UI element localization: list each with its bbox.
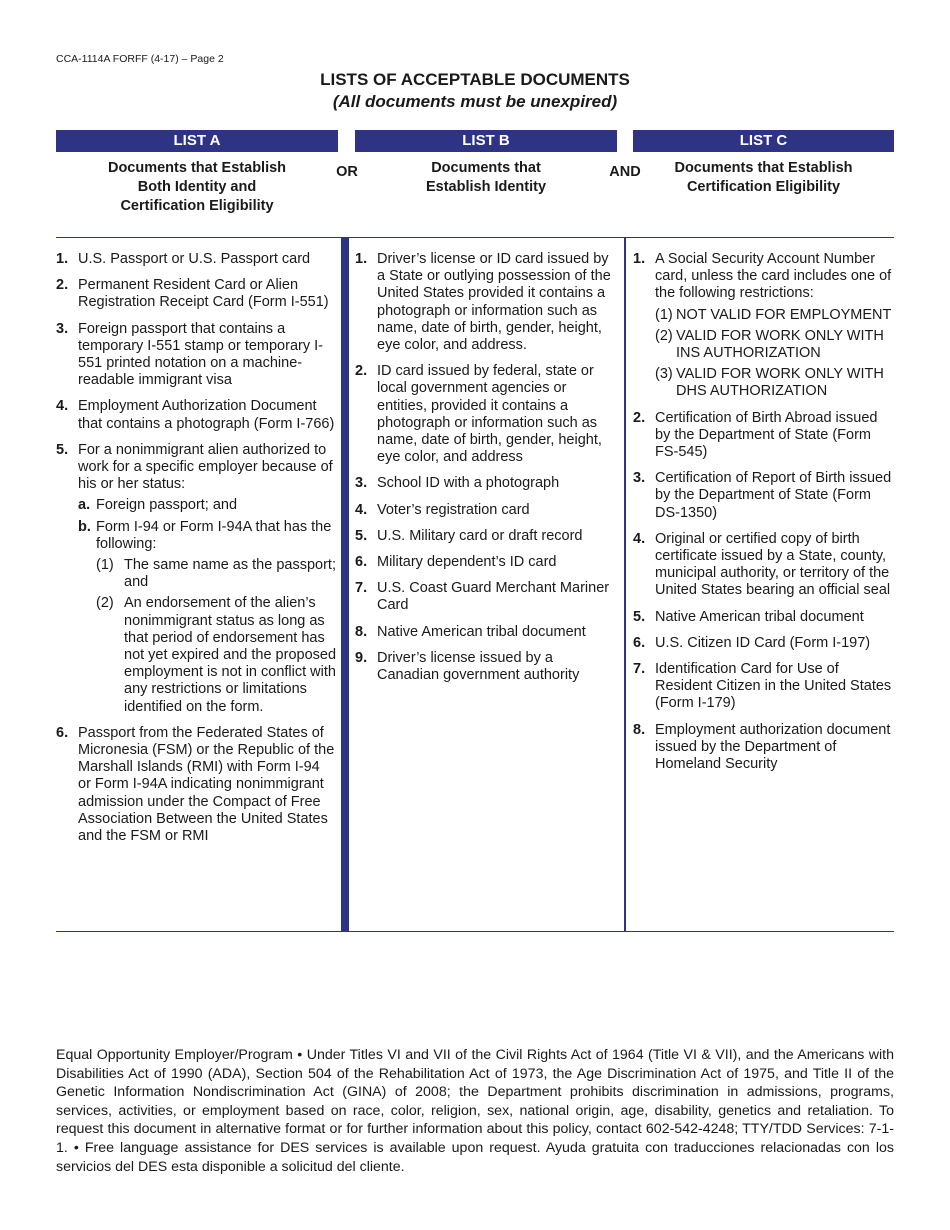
item-number: 8. — [355, 623, 368, 640]
item-text: Employment Authorization Document that contains a photograph (Form I-766) — [78, 398, 335, 432]
list-c-item — [633, 410, 895, 462]
sub-item-text: Form I-94 or Form I-94A that has the following: — [96, 518, 332, 552]
list-b-column — [355, 251, 613, 693]
item-number: 4. — [56, 398, 69, 415]
sub-sub-items — [96, 557, 336, 716]
item-number: 2. — [355, 363, 368, 380]
item-number: 2. — [56, 277, 69, 294]
sub-items — [78, 497, 336, 715]
description-line: Documents that Establish — [107, 160, 287, 176]
list-c-header: LIST C — [633, 130, 894, 152]
item-number: 5. — [56, 441, 69, 458]
item-text: Voter’s registration card — [377, 501, 530, 518]
list-b-item — [355, 650, 613, 684]
list-c-item — [633, 609, 895, 626]
item-number: 1. — [355, 251, 368, 267]
list-b-item — [355, 624, 613, 641]
sub-sub-item-text: An endorsement of the alien’s nonimmigrant status as long as that period of endorsement has not yet expired and the proposed employment is not in conflict with any restrictions or limitations identified on the form. — [124, 595, 337, 715]
item-text: Original or certified copy of birth certificate issued by a State, county, municipal authority, or territory of the United States bearing an official seal — [655, 530, 891, 599]
sub-item-letter: a. — [78, 497, 91, 514]
description-line: Documents that — [431, 160, 541, 176]
item-number: 3. — [56, 320, 69, 337]
restriction-text: VALID FOR WORK ONLY WITH DHS AUTHORIZATION — [676, 366, 884, 400]
item-text: For a nonimmigrant alien authorized to work for a specific employer because of his or her status: — [78, 441, 333, 493]
item-text: Employment authorization document issued by the Department of Homeland Security — [655, 721, 891, 773]
item-text: Permanent Resident Card or Alien Registration Receipt Card (Form I-551) — [78, 277, 329, 311]
table-bottom-rule — [56, 931, 894, 932]
item-text: Certification of Birth Abroad issued by the Department of State (Form FS-545) — [655, 409, 878, 461]
item-text: School ID with a photograph — [377, 475, 560, 492]
restriction-text: VALID FOR WORK ONLY WITH INS AUTHORIZATION — [676, 327, 884, 362]
page-subtitle: (All documents must be unexpired) — [332, 92, 618, 111]
item-text: Passport from the Federated States of Micronesia (FSM) or the Republic of the Marshall Islands (RMI) with Form I-94 or Form I-94A indicating nonimmigrant admission under the Compact of Free Association Between the United States and the FSM or RMI — [78, 724, 335, 845]
item-number: 7. — [633, 661, 646, 678]
item-text: Native American tribal document — [655, 608, 864, 625]
item-text: Military dependent’s ID card — [377, 554, 557, 571]
item-number: 3. — [633, 470, 646, 487]
restriction-item — [655, 366, 895, 400]
column-divider-thick — [341, 238, 349, 931]
conjunction-and: AND — [609, 164, 641, 180]
item-number: 6. — [56, 724, 69, 741]
item-text: Foreign passport that contains a temporary I-551 stamp or temporary I-551 printed notation on a machine-readable immigrant visa — [78, 320, 323, 389]
sub-sub-item — [96, 595, 336, 715]
item-text: U.S. Citizen ID Card (Form I-197) — [655, 634, 871, 651]
item-text: Driver’s license issued by a Canadian government authority — [377, 649, 580, 684]
list-b-item — [355, 528, 613, 545]
form-identifier: CCA-1114A FORFF (4-17) – Page 2 — [56, 53, 224, 65]
list-a-item — [56, 398, 336, 432]
list-a-item — [56, 321, 336, 390]
sub-item — [78, 497, 336, 514]
item-text: U.S. Passport or U.S. Passport card — [78, 251, 311, 267]
footer-notice: Equal Opportunity Employer/Program • Under Titles VI and VII of the Civil Rights Act of 1964 (Title VI & VII), and the Americans with Disabilities Act of 1990 (ADA), Section 504 of the Rehabilitation Act of 1973, the Age Discrimination Act of 1975, and Title II of the Genetic Information Nondiscrimination Act (GINA) of 2008; the Department prohibits discrimination in admissions, programs, services, activities, or employment based on race, color, religion, sex, national origin, age, disability, genetics and retaliation. To request this document in alternative format or for further information about this policy, contact 602-542-4248; TTY/TDD Services: 7-1-1. • Free language assistance for DES services is available upon request. Ayuda gratuita con traducciones relacionadas con los servicios del DES esta disponible a solicitud del cliente. — [56, 1047, 894, 1175]
list-a-item — [56, 251, 336, 268]
list-c-description — [633, 159, 894, 197]
sub-sub-item — [96, 557, 336, 591]
sub-sub-item-text: The same name as the passport; and — [124, 557, 336, 591]
item-text: Driver’s license or ID card issued by a State or outlying possession of the United States provided it contains a photograph or information such as name, date of birth, gender, height, eye color, and address. — [377, 251, 611, 354]
item-number: 4. — [355, 501, 368, 518]
table-top-rule — [56, 237, 894, 238]
item-text: U.S. Coast Guard Merchant Mariner Card — [377, 580, 610, 614]
item-text: Identification Card for Use of Resident Citizen in the United States (Form I-179) — [655, 661, 892, 712]
item-number: 6. — [355, 554, 368, 571]
list-b-item — [355, 554, 613, 571]
restriction-label: (1) — [655, 306, 673, 323]
item-number: 1. — [633, 251, 646, 267]
sub-sub-item-label: (1) — [96, 557, 114, 574]
item-number: 6. — [633, 634, 646, 651]
sub-item — [78, 519, 336, 716]
list-b-item — [355, 580, 613, 614]
description-line: Documents that Establish — [674, 160, 853, 176]
list-c-item — [633, 722, 895, 774]
list-a-item — [56, 277, 336, 311]
restriction-item — [655, 307, 895, 324]
restriction-item — [655, 328, 895, 362]
list-a-description — [56, 159, 338, 216]
list-c-item — [633, 251, 895, 401]
item-number: 1. — [56, 251, 69, 267]
list-c-item — [633, 531, 895, 600]
sub-item-text: Foreign passport; and — [96, 497, 238, 514]
list-a-item — [56, 725, 336, 845]
page-title: LISTS OF ACCEPTABLE DOCUMENTS — [320, 70, 630, 89]
sub-sub-item-label: (2) — [96, 595, 114, 612]
list-c-item — [633, 470, 895, 522]
list-b-header: LIST B — [355, 130, 617, 152]
list-a-column — [56, 251, 336, 854]
list-c-item — [633, 661, 895, 713]
list-a-item — [56, 442, 336, 716]
restriction-label: (2) — [655, 327, 673, 344]
description-line: Certification Eligibility — [686, 179, 841, 195]
item-number: 9. — [355, 649, 368, 666]
restriction-list — [655, 307, 895, 401]
list-b-item — [355, 502, 613, 519]
list-c-column — [633, 251, 895, 782]
item-number: 3. — [355, 475, 368, 492]
item-number: 5. — [355, 527, 368, 544]
item-text: U.S. Military card or draft record — [377, 527, 583, 544]
description-line: Establish Identity — [425, 179, 547, 195]
restriction-text: NOT VALID FOR EMPLOYMENT — [676, 306, 892, 323]
item-number: 4. — [633, 530, 646, 547]
item-text: Certification of Report of Birth issued by the Department of State (Form DS-1350) — [655, 470, 892, 521]
list-b-item — [355, 363, 613, 466]
column-divider-thin — [624, 238, 626, 931]
list-b-item — [355, 251, 613, 354]
item-number: 2. — [633, 409, 646, 426]
list-c-item — [633, 635, 895, 652]
list-a-header: LIST A — [56, 130, 338, 152]
conjunction-or: OR — [336, 164, 358, 180]
sub-item-letter: b. — [78, 518, 91, 535]
restriction-label: (3) — [655, 366, 673, 383]
description-line: Both Identity and — [137, 179, 257, 195]
item-text: Native American tribal document — [377, 623, 586, 640]
item-number: 8. — [633, 721, 646, 738]
item-text: A Social Security Account Number card, unless the card includes one of the following restrictions: — [655, 251, 892, 302]
description-line: Certification Eligibility — [120, 198, 274, 214]
list-b-description — [355, 159, 617, 197]
item-number: 5. — [633, 608, 646, 625]
list-b-item — [355, 475, 613, 492]
item-text: ID card issued by federal, state or local government agencies or entities, provided it contains a photograph or information such as name, date of birth, gender, height, eye color, and address — [377, 363, 602, 466]
item-number: 7. — [355, 580, 368, 597]
